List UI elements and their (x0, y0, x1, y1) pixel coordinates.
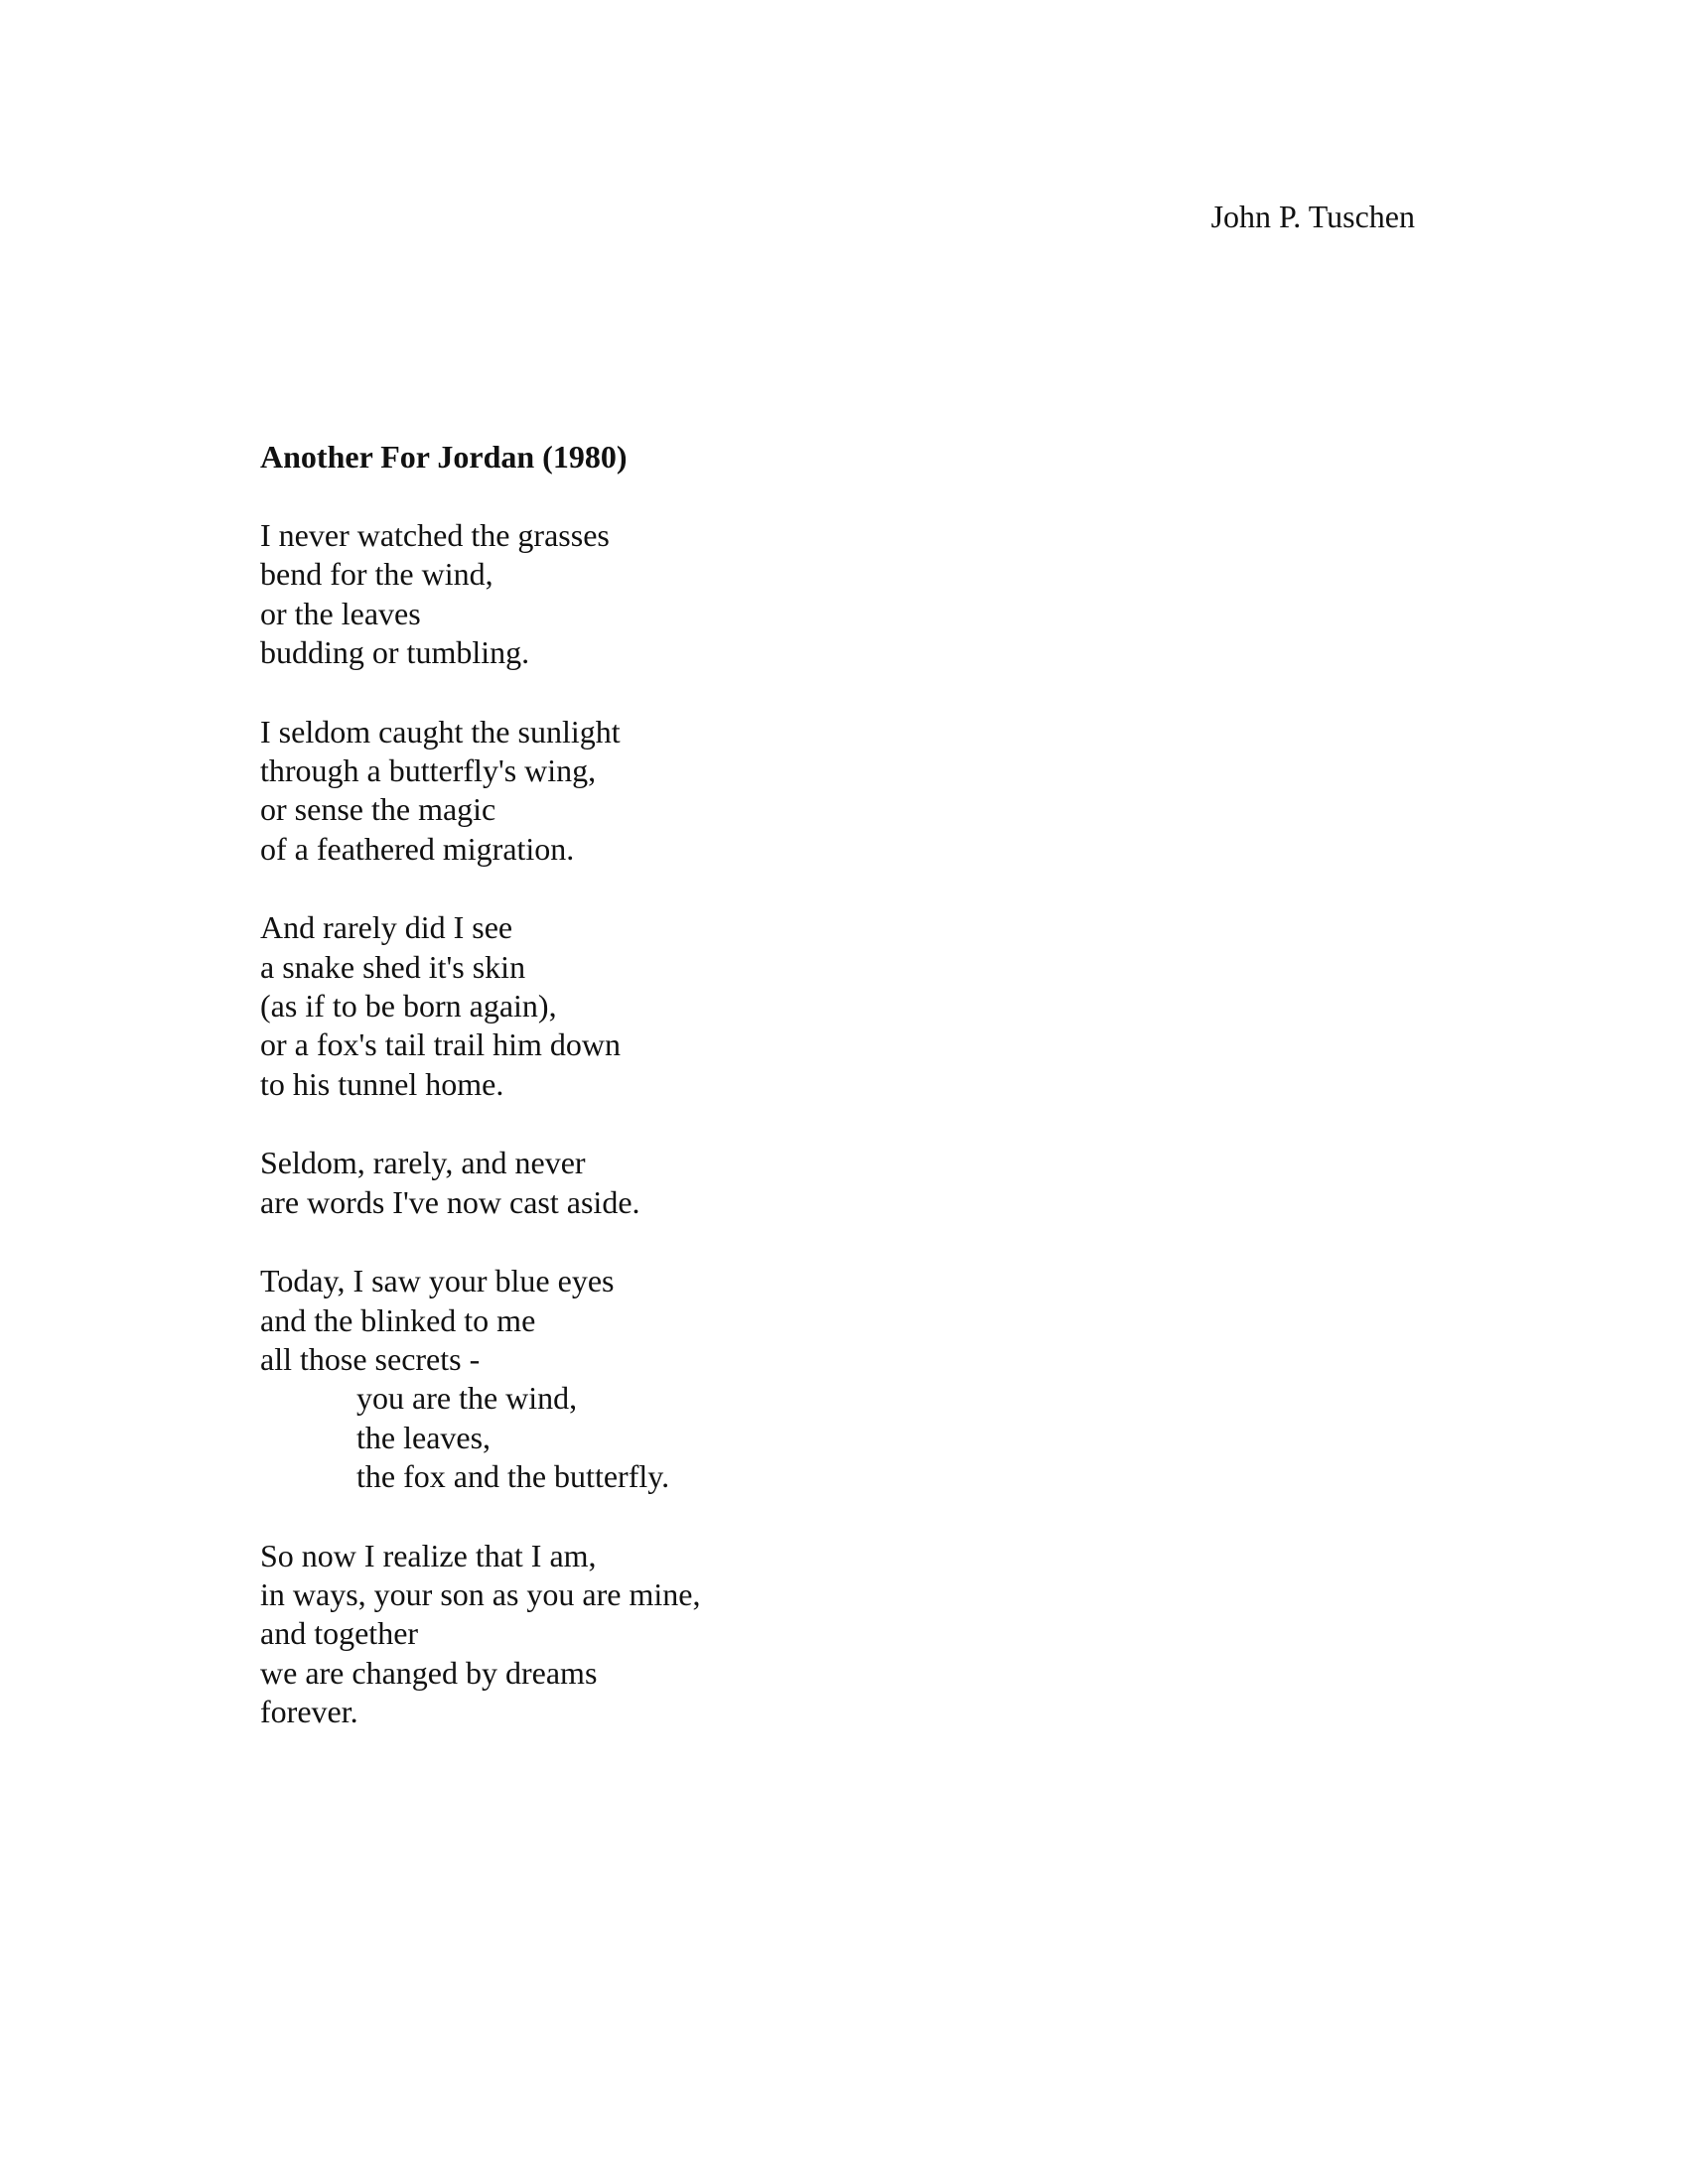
poem-line: Today, I saw your blue eyes (260, 1263, 615, 1299)
poem-line: and together (260, 1615, 419, 1652)
poem-stanza (260, 1262, 1154, 1496)
poem-body (260, 516, 1154, 1732)
poem-line: or sense the magic (260, 791, 496, 828)
poem-line: are words I've now cast aside. (260, 1183, 640, 1220)
poem-stanza (260, 516, 1154, 673)
author-name: John P. Tuschen (1210, 199, 1415, 234)
poem-line: forever. (260, 1694, 358, 1730)
poem-line: bend for the wind, (260, 556, 493, 593)
poem-line: of a feathered migration. (260, 830, 575, 867)
poem-line: you are the wind, (356, 1380, 578, 1417)
poem-line: I seldom caught the sunlight (260, 713, 621, 750)
poem-line: a snake shed it's skin (260, 948, 526, 985)
poem-line: Seldom, rarely, and never (260, 1145, 586, 1181)
poem-stanza (260, 1144, 1154, 1222)
poem-line: or a fox's tail trail him down (260, 1026, 622, 1063)
poem-line: or the leaves (260, 595, 421, 631)
poem-stanza (260, 908, 1154, 1104)
poem-stanza (260, 713, 1154, 870)
poem-line: through a butterfly's wing, (260, 752, 597, 789)
poem-line: we are changed by dreams (260, 1654, 598, 1691)
poem-line: all those secrets - (260, 1340, 481, 1377)
poem-line: to his tunnel home. (260, 1065, 504, 1102)
poem-title: Another For Jordan (1980) (260, 439, 628, 475)
poem-line: I never watched the grasses (260, 517, 610, 553)
poem-line: (as if to be born again), (260, 988, 557, 1024)
poem-line: the fox and the butterfly. (356, 1458, 670, 1495)
poem-line: So now I realize that I am, (260, 1537, 597, 1573)
poem-line: and the blinked to me (260, 1301, 536, 1338)
poem (260, 437, 1154, 1732)
poem-line: budding or tumbling. (260, 634, 530, 671)
poem-stanza (260, 1537, 1154, 1732)
poem-line: in ways, your son as you are mine, (260, 1575, 701, 1612)
poem-line: the leaves, (356, 1419, 492, 1455)
poem-line: And rarely did I see (260, 909, 513, 946)
